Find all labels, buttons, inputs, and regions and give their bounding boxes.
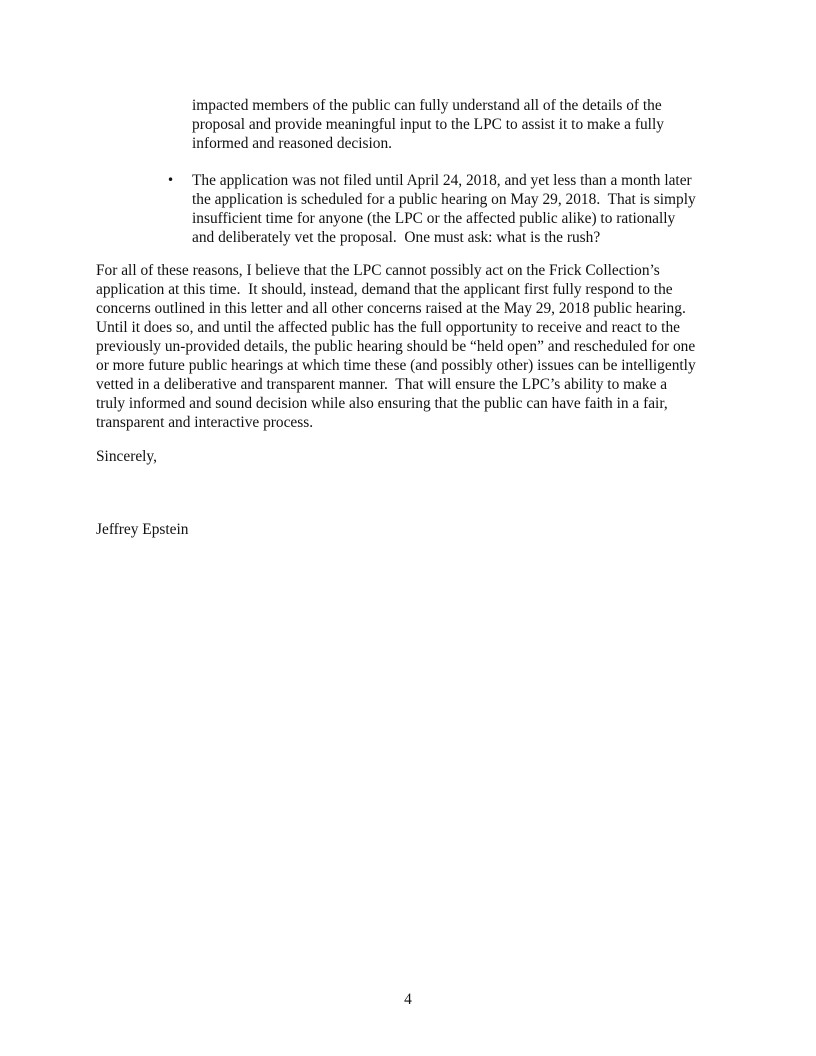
paragraph-line: vetted in a deliberative and transparent manner. That will ensure the LPC’s ability to make a bbox=[96, 376, 668, 393]
paragraph-line: Until it does so, and until the affected public has the full opportunity to receive and react to the bbox=[96, 319, 680, 336]
bullet-marker: • bbox=[167, 173, 175, 187]
paragraph-line: concerns outlined in this letter and all other concerns raised at the May 29, 2018 public hearing. bbox=[96, 300, 686, 317]
paragraph-line: application at this time. It should, instead, demand that the applicant first fully respond to the bbox=[96, 281, 673, 298]
paragraph-line: transparent and interactive process. bbox=[96, 414, 314, 431]
bullet-line: insufficient time for anyone (the LPC or the affected public alike) to rationally bbox=[192, 210, 676, 227]
bullet-line: the application is scheduled for a public hearing on May 29, 2018. That is simply bbox=[192, 191, 696, 208]
bullet-line: The application was not filed until April 24, 2018, and yet less than a month later bbox=[192, 172, 692, 189]
paragraph-line: previously un-provided details, the public hearing should be “held open” and rescheduled for one bbox=[96, 338, 696, 355]
paragraph-line: truly informed and sound decision while also ensuring that the public can have faith in a fair, bbox=[96, 395, 668, 412]
page-number: 4 bbox=[404, 991, 412, 1008]
continuation-line: impacted members of the public can fully understand all of the details of the bbox=[192, 97, 662, 114]
continuation-line: proposal and provide meaningful input to the LPC to assist it to make a fully bbox=[192, 116, 664, 133]
continuation-line: informed and reasoned decision. bbox=[192, 135, 393, 152]
closing: Sincerely, bbox=[96, 448, 157, 465]
paragraph-line: For all of these reasons, I believe that the LPC cannot possibly act on the Frick Collection’s bbox=[96, 262, 660, 279]
signature-name: Jeffrey Epstein bbox=[96, 521, 189, 538]
bullet-line: and deliberately vet the proposal. One must ask: what is the rush? bbox=[192, 229, 601, 246]
paragraph-line: or more future public hearings at which time these (and possibly other) issues can be intelligently bbox=[96, 357, 696, 374]
